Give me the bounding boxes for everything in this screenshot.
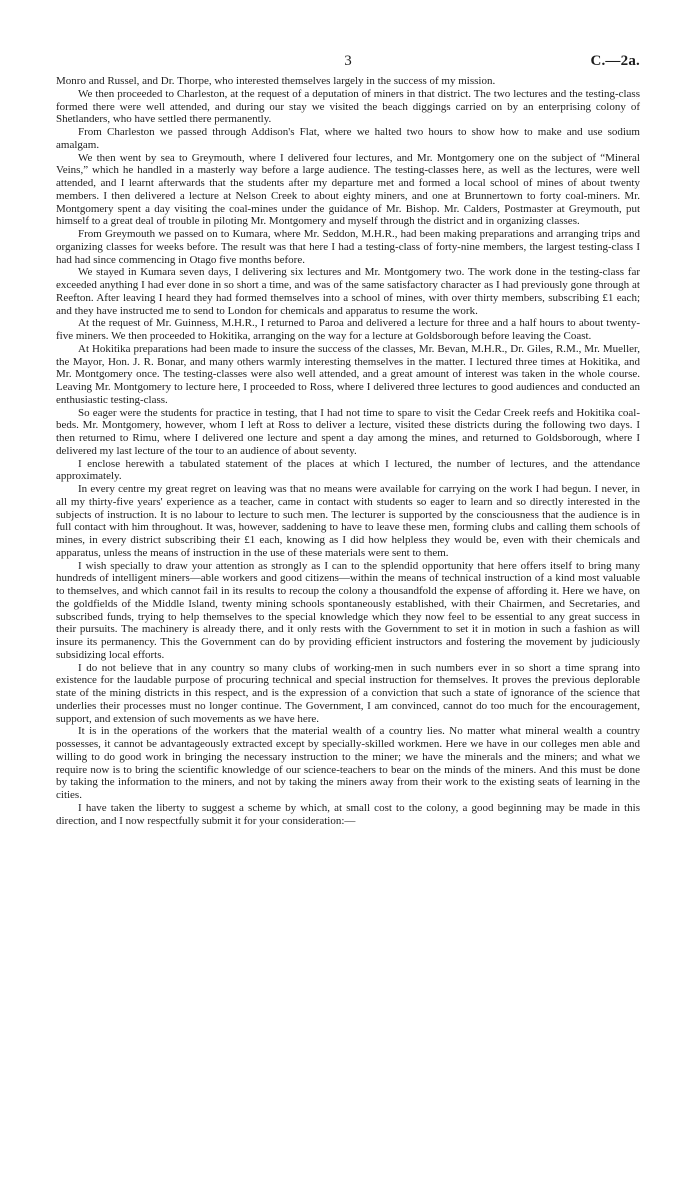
paragraph-clubs: I do not believe that in any country so many clubs of working-men in such numbers ever in so short a time sprang into existence for the laudable purpose of procuring technical and special instruction for themselves. It proves the previous deplorable state of the mining districts in this respect, and is the expression of a conviction that such a state of ignorance of the science that underlies their processes must no longer continue. The Government, I am convinced, cannot do too much for the encouragement, support, and extension of such movements as we have here.: [56, 661, 640, 725]
page-header: [56, 52, 640, 72]
paragraph-paroa: At the request of Mr. Guinness, M.H.R., I returned to Paroa and delivered a lecture for three and a half hours to about twenty-five miners. We then proceeded to Hokitika, arranging on the way for a lecture at Goldsborough before leaving the Coast.: [56, 317, 640, 342]
paragraph-regret: In every centre my great regret on leaving was that no means were available for carrying on the work I had begun. I never, in all my thirty-five years' experience as a teacher, came in contact with students so eager to learn and so directly interested in the subjects of instruction. It is no labour to lecture to such men. The lecturer is supported by the consciousness that the audience is in full contact with him throughout. It was, however, saddening to have to leave these men, forming clubs and calling them schools of mines, in every district subscribing their £1 each, knowing as I did how helpless they would be, even with their chemicals and apparatus, unless the means of instruction in the use of these materials were sent to them.: [56, 483, 640, 559]
page-number: 3: [344, 53, 352, 69]
report-body: [56, 75, 640, 827]
document-reference: C.—2a.: [590, 53, 640, 69]
paragraph-kumara-arrival: From Greymouth we passed on to Kumara, where Mr. Seddon, M.H.R., had been making preparations and arranging trips and organizing classes for weeks before. The result was that here I had a testing-class of forty-nine members, the largest testing-class I had had since commencing in Otago five months before.: [56, 228, 640, 266]
paragraph-scheme: I have taken the liberty to suggest a scheme by which, at small cost to the colony, a good beginning may be made in this direction, and I now respectfully submit it for your consideration:—: [56, 801, 640, 827]
paragraph-hokitika: At Hokitika preparations had been made to insure the success of the classes, Mr. Bevan, M.H.R., Dr. Giles, R.M., Mr. Mueller, the Mayor, Hon. J. R. Bonar, and many others warmly interesting themselves in the matter. I lectured three times at Hokitika, and Mr. Montgomery once. The testing-classes were also well attended, and a great amount of interest was taken in the whole course. Leaving Mr. Montgomery to lecture here, I proceeded to Ross, where I delivered three lectures to good audiences and conducted an enthusiastic testing-class.: [56, 342, 640, 406]
paragraph-cedar-creek: So eager were the students for practice in testing, that I had not time to spare to visit the Cedar Creek reefs and Hokitika coal-beds. Mr. Montgomery, however, whom I left at Ross to deliver a lecture, visited these districts during the following two days. I then returned to Rimu, where I delivered one lecture and spent a day among the mines, and returned to Goldsborough, where I delivered my last lecture of the tour to an audience of about seventy.: [56, 406, 640, 457]
paragraph-greymouth: We then went by sea to Greymouth, where I delivered four lectures, and Mr. Montgomery one on the subject of “Mineral Veins,” which he handled in a masterly way before a large audience. The testing-classes here, as well as the lectures, were well attended, and I learnt afterwards that the students after my departure met and formed a local school of mines of about twenty members. I then delivered a lecture at Nelson Creek to about eighty miners, and one at Brunnertown to forty coal-miners. Mr. Montgomery spent a day visiting the coal-mines under the guidance of Mr. Bishop. Mr. Calders, Postmaster at Greymouth, put himself to a great deal of trouble in piloting Mr. Montgomery and myself through the district and in organizing classes.: [56, 151, 640, 228]
paragraph-kumara-stay: We stayed in Kumara seven days, I delivering six lectures and Mr. Montgomery two. The work done in the testing-class far exceeded anything I had ever done in so short a time, and was of the same satisfactory character as I had previously gone through at Reefton. After leaving I heard they had formed themselves into a school of mines, with over thirty members, subscribing £1 each; and they have instructed me to send to London for chemicals and apparatus to resume the work.: [56, 266, 640, 317]
paragraph-enclosure: I enclose herewith a tabulated statement of the places at which I lectured, the number of lectures, and the attendance approximately.: [56, 457, 640, 483]
paragraph-charleston: We then proceeded to Charleston, at the request of a deputation of miners in that district. The two lectures and the testing-class formed there were well attended, and during our stay we visited the beach diggings carried on by an enterprising colony of Shetlanders, who have settled there permanently.: [56, 87, 640, 126]
paragraph-addisons-flat: From Charleston we passed through Addison's Flat, where we halted two hours to show how to make and use sodium amalgam.: [56, 126, 640, 151]
paragraph-opportunity: I wish specially to draw your attention as strongly as I can to the splendid opportunity that here offers itself to bring many hundreds of intelligent miners—able workers and good citizens—within the means of technical instruction of a kind most valuable to themselves, and which cannot fail in its results to recoup the colony a thousandfold the expense of affording it. Here we have, on the goldfields of the Middle Island, twenty mining schools spontaneously established, with their Chairmen, and Secretaries, and subscribed funds, trying to help themselves to the special knowledge which they now feel to be essential to any great success in their pursuits. The machinery is already there, and it only rests with the Government to set it in motion in such a fashion as will insure its permanency. This the Government can do by providing efficient instructors and fostering the movement by judiciously subsidizing local efforts.: [56, 559, 640, 661]
paragraph-continuation: Monro and Russel, and Dr. Thorpe, who interested themselves largely in the success of my mission.: [56, 75, 496, 87]
paragraph-wealth: It is in the operations of the workers that the material wealth of a country lies. No matter what mineral wealth a country possesses, it cannot be advantageously extracted except by specially-skilled workmen. Here we have in our colleges men able and willing to do good work in bringing the necessary instruction to the miner; we have the minerals and the miners; and what we require now is to bring the scientific knowledge of our science-teachers to bear on the minds of the miners. And this must be done by taking the information to the miners, and not by taking the miners away from their work to the existing seats of learning in the cities.: [56, 725, 640, 801]
